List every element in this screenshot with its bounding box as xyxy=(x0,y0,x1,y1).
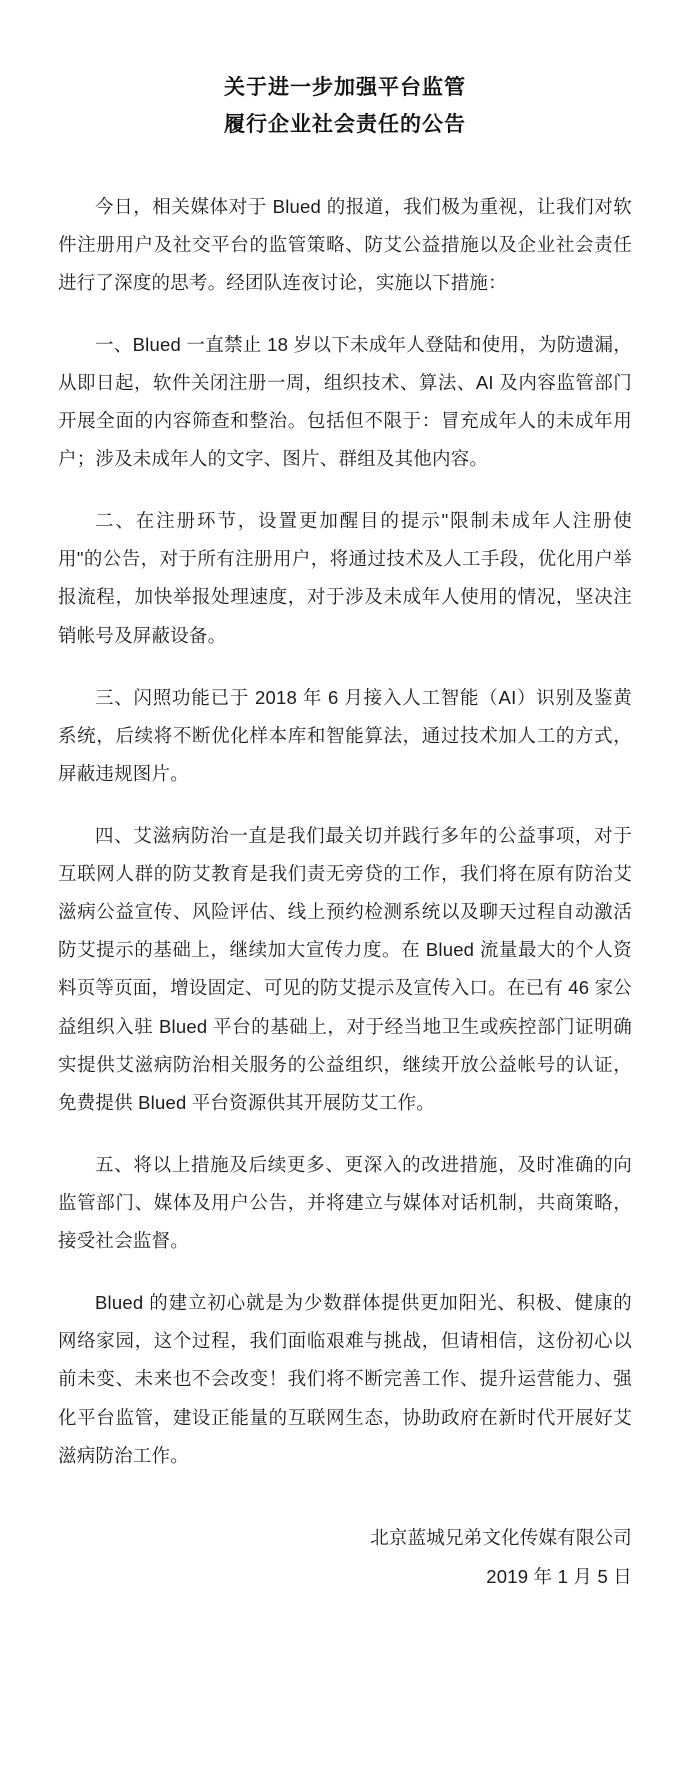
paragraph-item-1: 一、Blued 一直禁止 18 岁以下未成年人登陆和使用，为防遗漏，从即日起，软件关闭注册一周，组织技术、算法、AI 及内容监管部门开展全面的内容筛查和整治。包括但不限于：冒充成年人的未成年用户；涉及未成年人的文字、图片、群组及其他内容。 xyxy=(58,333,632,470)
title-line-2: 履行企业社会责任的公告 xyxy=(224,112,466,136)
signature-block xyxy=(58,1519,632,1595)
paragraph-item-2: 二、在注册环节，设置更加醒目的提示"限制未成年人注册使用"的公告，对于所有注册用户，将通过技术及人工手段，优化用户举报流程，加快举报处理速度，对于涉及未成年人使用的情况，坚决注销帐号及屏蔽设备。 xyxy=(58,510,632,646)
document-title xyxy=(58,70,632,144)
paragraph-item-4: 四、艾滋病防治一直是我们最关切并践行多年的公益事项，对于互联网人群的防艾教育是我们责无旁贷的工作，我们将在原有防治艾滋病公益宣传、风险评估、线上预约检测系统以及聊天过程自动激活防艾提示的基础上，继续加大宣传力度。在 Blued 流量最大的个人资料页等页面，增设固定、可见的防艾提示及宣传入口。在已有 46 家公益组织入驻 Blued 平台的基础上，对于经当地卫生或疾控部门证明确实提供艾滋病防治相关服务的公益组织，继续开放公益帐号的认证，免费提供 Blued 平台资源供其开展防艾工作。 xyxy=(58,825,632,1113)
title-line-1: 关于进一步加强平台监管 xyxy=(224,76,466,99)
paragraph-item-3: 三、闪照功能已于 2018 年 6 月接入人工智能（AI）识别及鉴黄系统，后续将不断优化样本库和智能算法，通过技术加人工的方式，屏蔽违规图片。 xyxy=(58,686,632,784)
signature-date: 2019 年 1 月 5 日 xyxy=(486,1565,632,1587)
document-body xyxy=(58,188,632,1475)
paragraph-intro: 今日，相关媒体对于 Blued 的报道，我们极为重视，让我们对软件注册用户及社交平台的监管策略、防艾公益措施以及企业社会责任进行了深度的思考。经团队连夜讨论，实施以下措施： xyxy=(58,195,632,293)
signature-company: 北京蓝城兄弟文化传媒有限公司 xyxy=(370,1526,632,1548)
paragraph-closing: Blued 的建立初心就是为少数群体提供更加阳光、积极、健康的网络家园，这个过程，我们面临艰难与挑战，但请相信，这份初心以前未变、未来也不会改变！我们将不断完善工作、提升运营能力、强化平台监管，建设正能量的互联网生态，协助政府在新时代开展好艾滋病防治工作。 xyxy=(58,1292,632,1466)
paragraph-item-5: 五、将以上措施及后续更多、更深入的改进措施，及时准确的向监管部门、媒体及用户公告，并将建立与媒体对话机制，共商策略，接受社会监督。 xyxy=(58,1153,632,1252)
